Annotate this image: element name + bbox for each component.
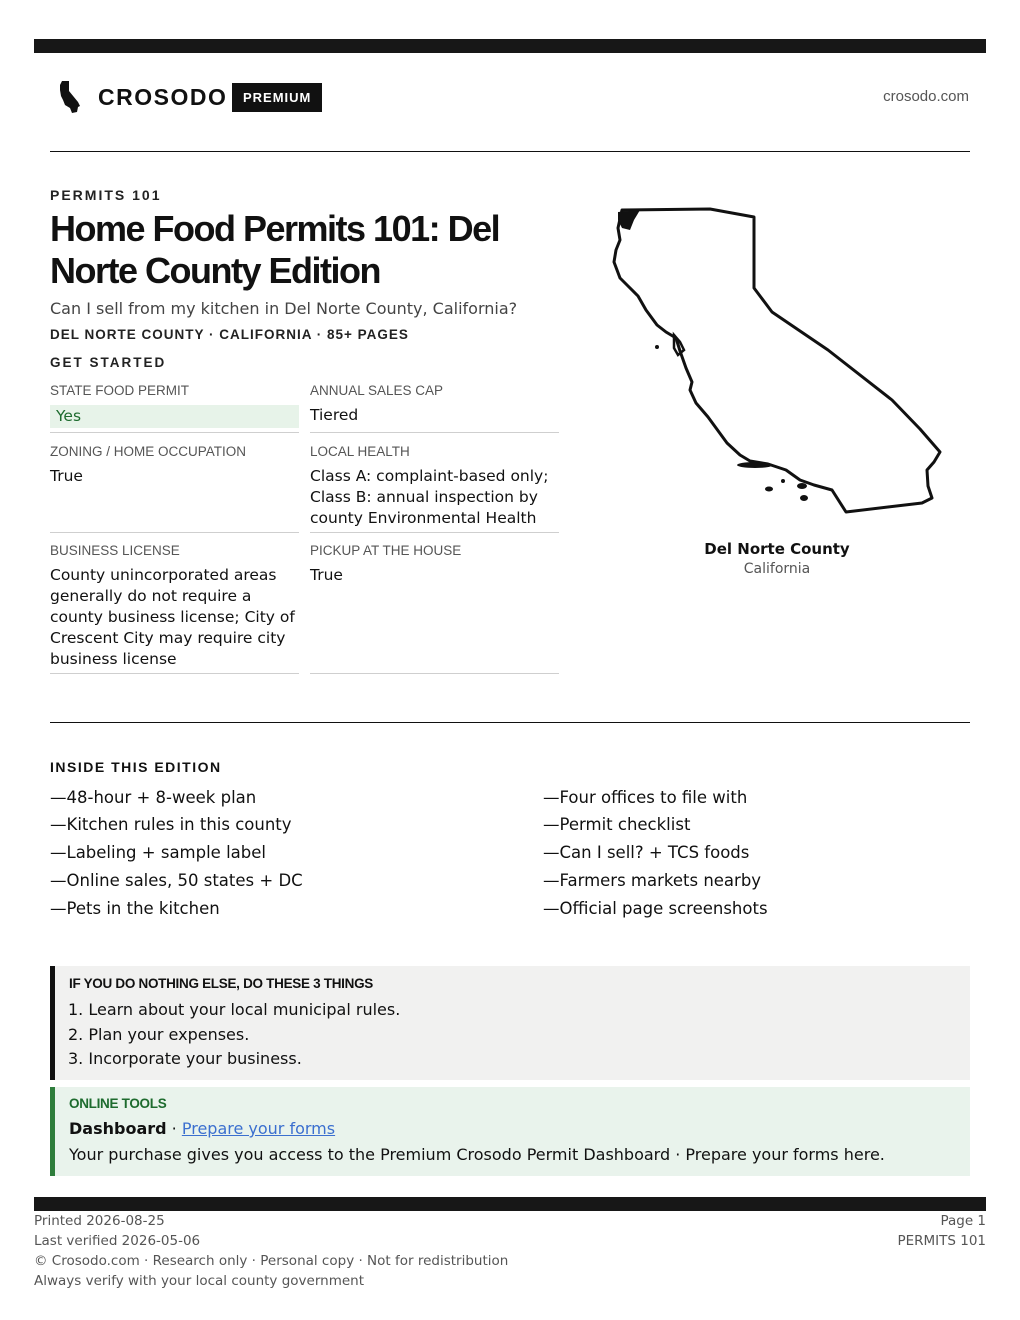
fact-annual-sales-cap [310,383,559,433]
toc-item: —48-hour + 8-week plan [50,788,257,807]
map-state-label: California [743,561,811,577]
california-map [600,200,950,520]
page-subtitle: Can I sell from my kitchen in Del Norte County, California? [50,299,518,318]
brand-name: CROSODO [98,84,228,110]
fact-zoning [50,444,299,533]
verified-date: Last verified 2026-05-06 [34,1233,201,1249]
del-norte-county-shape [618,210,640,230]
fact-label: STATE FOOD PERMIT [50,383,190,398]
callout-item: 2. Plan your expenses. [68,1025,250,1044]
top-bar [34,39,986,53]
section-divider [50,722,970,723]
tools-title: ONLINE TOOLS [69,1096,167,1111]
fact-label: LOCAL HEALTH [310,444,410,459]
toc-item: —Farmers markets nearby [543,871,762,890]
inside-edition-heading: INSIDE THIS EDITION [50,759,222,775]
fact-local-health [310,444,559,533]
separator: · [166,1119,182,1138]
three-things-callout [50,966,970,1080]
get-started-heading: GET STARTED [50,355,167,370]
tools-description: Your purchase gives you access to the Premium Crosodo Permit Dashboard · Prepare your forms here. [69,1145,885,1164]
printed-date: Printed 2026-08-25 [34,1213,165,1229]
fact-label: PICKUP AT THE HOUSE [310,543,462,558]
fact-business-license [50,543,299,674]
bottom-bar [34,1197,986,1211]
california-logo-icon [58,80,82,114]
page-title: Home Food Permits 101: Del Norte County Edition [50,208,500,291]
section-kicker: PERMITS 101 [50,187,162,203]
fact-label: ZONING / HOME OCCUPATION [50,444,247,459]
map-county-label: Del Norte County [704,540,850,558]
premium-badge: PREMIUM [232,83,322,112]
copyright-notice: © Crosodo.com · Research only · Personal copy · Not for redistribution [34,1253,509,1269]
toc-item: —Four offices to file with [543,788,748,807]
toc-item: —Can I sell? + TCS foods [543,843,750,862]
page-number: Page 1 [940,1213,986,1229]
header-divider [50,151,970,152]
fact-value: Tiered [310,406,359,424]
fact-label: ANNUAL SALES CAP [310,383,444,398]
california-outline [614,209,940,512]
toc-item: —Official page screenshots [543,899,768,918]
site-url[interactable]: crosodo.com [883,88,969,105]
fact-value: True [50,467,83,485]
dashboard-label: Dashboard [69,1119,167,1138]
fact-value: Yes [50,405,299,428]
toc-item: —Pets in the kitchen [50,899,220,918]
verify-note: Always verify with your local county government [34,1273,364,1289]
fact-pickup [310,543,559,674]
callout-title: IF YOU DO NOTHING ELSE, DO THESE 3 THINGS [69,976,373,991]
online-tools-callout [50,1087,970,1176]
toc-item: —Permit checklist [543,815,691,834]
tools-links [69,1119,335,1138]
fact-value: County unincorporated areas generally do not require a county business license; City of Crescent City may require city business license [50,566,295,668]
footer-section: PERMITS 101 [897,1233,986,1249]
callout-item: 3. Incorporate your business. [68,1049,302,1068]
toc-item: —Kitchen rules in this county [50,815,292,834]
fact-state-food-permit [50,383,299,433]
fact-label: BUSINESS LICENSE [50,543,180,558]
fact-value: True [310,566,343,584]
toc-item: —Labeling + sample label [50,843,266,862]
prepare-forms-link[interactable]: Prepare your forms [181,1119,336,1138]
fact-value: Class A: complaint-based only; Class B: annual inspection by county Environmental Health [310,467,549,527]
toc-item: —Online sales, 50 states + DC [50,871,303,890]
callout-item: 1. Learn about your local municipal rules. [68,1000,401,1019]
edition-meta: DEL NORTE COUNTY · CALIFORNIA · 85+ PAGES [50,327,409,342]
